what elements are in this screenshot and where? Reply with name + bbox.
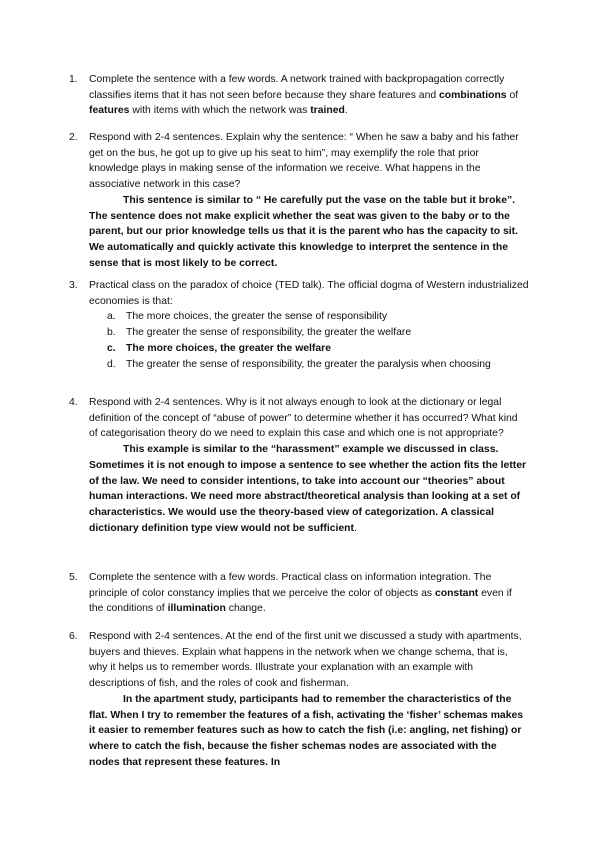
question-2 <box>69 130 529 271</box>
option-a <box>89 309 529 325</box>
option-letter: a. <box>107 311 116 323</box>
option-text: The more choices, the greater the sense of responsibility <box>126 311 388 323</box>
answer-word: features <box>89 105 130 117</box>
answer-word: trained <box>310 105 345 117</box>
option-text: The greater the sense of responsibility, the greater the paralysis when choosing <box>126 358 491 370</box>
question-prompt: change. <box>225 603 266 615</box>
question-prompt: . <box>344 105 348 117</box>
question-prompt: of <box>506 89 519 101</box>
question-text <box>89 570 529 617</box>
option-letter: b. <box>107 327 116 339</box>
question-prompt: Respond with 2-4 sentences. At the end of the first unit we discussed a study with apartments, buyers and thieves. Explain what happens in the network when we change schema, that is, why it helps us to remember words. Illustrate your explanation with an example with descriptions of fish, and the roles of cook and fisherman. <box>89 631 522 690</box>
option-c <box>89 341 529 357</box>
option-b <box>89 325 529 341</box>
question-text <box>89 72 529 119</box>
question-prompt: with items with which the network was <box>129 105 311 117</box>
question-prompt: Complete the sentence with a few words. A network trained with backpropagation correctly classifies items that it has not seen before because they share features and <box>89 74 505 101</box>
option-letter: d. <box>107 358 116 370</box>
question-1 <box>69 72 529 119</box>
answer-text <box>89 442 529 536</box>
question-prompt: Respond with 2-4 sentences. Why is it not always enough to look at the dictionary or legal definition of the concept of “abuse of power” to determine whether it has occurred? What kind of categorisation theory do we need to explain this case and which one is not appropriate? <box>89 397 518 440</box>
option-text: The greater the sense of responsibility, the greater the welfare <box>126 327 412 339</box>
question-number: 3. <box>69 280 78 291</box>
question-4 <box>69 395 529 536</box>
question-number: 4. <box>69 397 78 408</box>
answer-text: This sentence is similar to “ He carefully put the vase on the table but it broke”. The sentence does not make explicit whether the seat was given to the baby or to the parent, but our prior knowledge tells us that it is the parent who has the capacity to sit. We automatically and quickly activate this knowledge to interpret the sentence in the sense that is most likely to be correct. <box>89 194 518 269</box>
option-d <box>89 357 529 373</box>
question-number: 6. <box>69 631 78 642</box>
answer-word: combinations <box>439 89 507 101</box>
question-prompt: Respond with 2-4 sentences. Explain why the sentence: “ When he saw a baby and his father get on the bus, he got up to give up his seat to him”, may exemplify the role that prior knowledge plays in making sense of the information we receive. What happens in the associative network in this case? <box>89 132 519 191</box>
question-number: 5. <box>69 572 78 583</box>
question-6 <box>69 629 529 770</box>
question-number: 2. <box>69 132 78 143</box>
question-prompt: Complete the sentence with a few words. Practical class on information integration. The principle of color constancy implies that we perceive the color of objects as <box>89 572 492 599</box>
question-5 <box>69 570 529 617</box>
question-3 <box>69 278 529 372</box>
answer-text: In the apartment study, participants had to remember the characteristics of the flat. When I try to remember the features of a fish, activating the ‘fisher’ schemas makes it easier to remember features such as how to catch the fish (i.e: angling, net fishing) or where to catch the fish, because the fisher schemas nodes are associated with the nodes that represent these features. In <box>89 693 524 768</box>
option-letter: c. <box>107 342 116 354</box>
options-list <box>89 309 529 372</box>
question-number: 1. <box>69 74 78 85</box>
option-text: The more choices, the greater the welfare <box>126 342 331 354</box>
answer-word: illumination <box>167 603 226 615</box>
answer-word: constant <box>434 587 479 599</box>
answer-body: This example is similar to the “harassment” example we discussed in class. Sometimes it is not enough to impose a sentence to see whether the action fits the letter of the law. We need to consider intentions, to take into account our “theories” about human interactions. We need more abstract/theoretical analysis than looking at a set of characteristics. We would use the theory-based view of categorization. A classical dictionary definition type view would not be sufficient <box>89 444 527 534</box>
question-prompt: Practical class on the paradox of choice (TED talk). The official dogma of Western industrialized economies is that: <box>89 280 529 307</box>
question-prompt: even if the conditions of <box>89 587 512 615</box>
answer-tail: . <box>353 522 357 534</box>
